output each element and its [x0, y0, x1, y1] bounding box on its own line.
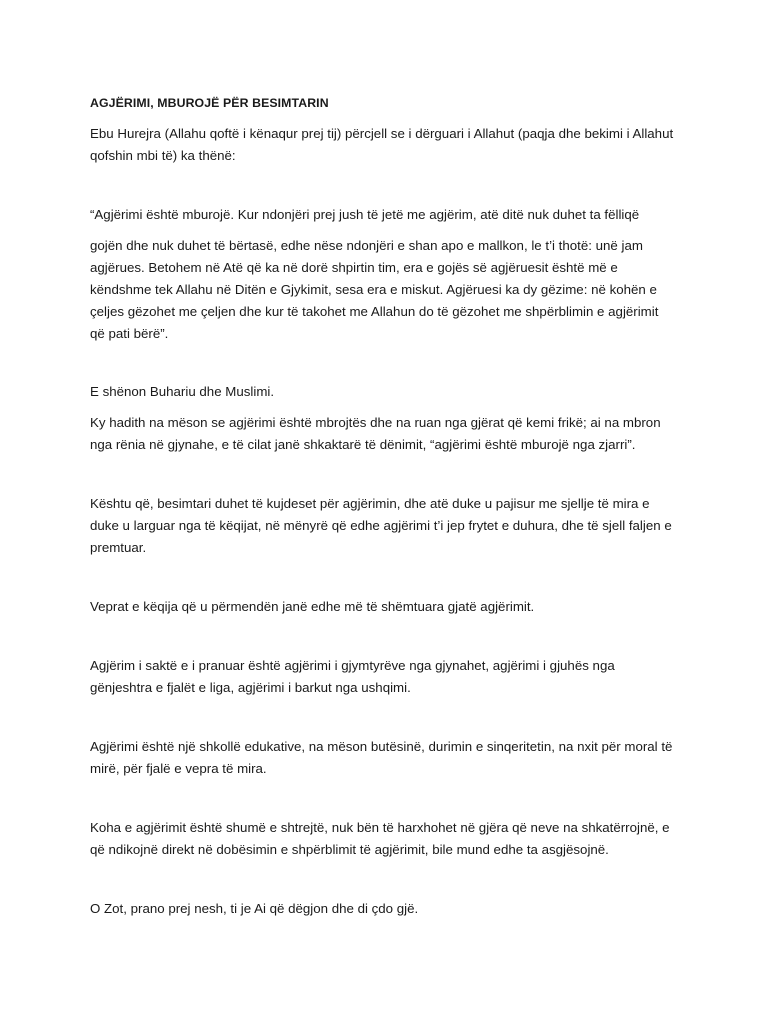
precious-time-paragraph: Koha e agjërimit është shumë e shtrejtë, nuk bën të harxhohet në gjëra që neve na shkatërrojnë, e që ndikojnë direkt në dobësimin e shpërblimit të agjërimit, bile mund edhe ta asgjësojnë.: [90, 820, 670, 857]
closing-prayer: O Zot, prano prej nesh, ti je Ai që dëgjon dhe di çdo gjë.: [90, 901, 419, 916]
bad-deeds-paragraph: Veprat e këqija që u përmendën janë edhe më të shëmtuara gjatë agjërimit.: [90, 599, 535, 614]
document-body: [90, 92, 675, 920]
explanation-paragraph: Ky hadith na mëson se agjërimi është mbrojtës dhe na ruan nga gjërat që kemi frikë; ai na mbron nga rënia në gjynahe, e të cilat janë shkaktarë të dënimit, “agjërimi është mburojë nga zjarri”.: [90, 415, 661, 452]
intro-paragraph: Ebu Hurejra (Allahu qoftë i kënaqur prej tij) përcjell se i dërguari i Allahut (paqja dhe bekimi i Allahut qofshin mbi të) ka thënë:: [90, 126, 674, 163]
hadith-quote-opening: “Agjërimi është mburojë. Kur ndonjëri prej jush të jetë me agjërim, atë ditë nuk duhet ta fëlliqë: [90, 207, 640, 222]
hadith-source: E shënon Buhariu dhe Muslimi.: [90, 384, 275, 399]
correct-fasting-paragraph: Agjërim i saktë e i pranuar është agjërimi i gjymtyrëve nga gjynahet, agjërimi i gjuhës nga gënjeshtra e fjalët e liga, agjërimi i barkut nga ushqimi.: [90, 658, 615, 695]
hadith-quote-body: gojën dhe nuk duhet të bërtasë, edhe nëse ndonjëri e shan apo e mallkon, le t’i thotë: unë jam agjërues. Betohem në Atë që ka në dorë shpirtin tim, era e gojës së agjëruesit është më e këndshme tek Allahu në Ditën e Gjykimit, sesa era e miskut. Agjëruesi ka dy gëzime: në kohën e çeljes gëzohet me çeljen dhe kur të takohet me Allahun do të gëzohet me shpërblimin e agjërimit që pati bërë”.: [90, 238, 659, 341]
school-paragraph: Agjërimi është një shkollë edukative, na mëson butësinë, durimin e sinqeritetin, na nxit për moral të mirë, për fjalë e vepra të mira.: [90, 739, 673, 776]
believer-care-paragraph: Kështu që, besimtari duhet të kujdeset për agjërimin, dhe atë duke u pajisur me sjellje të mira e duke u larguar nga të këqijat, në mënyrë që edhe agjërimi t’i jep frytet e duhura, dhe të sjell faljen e premtuar.: [90, 496, 672, 555]
document-title: AGJËRIMI, MBUROJË PËR BESIMTARIN: [90, 96, 329, 110]
